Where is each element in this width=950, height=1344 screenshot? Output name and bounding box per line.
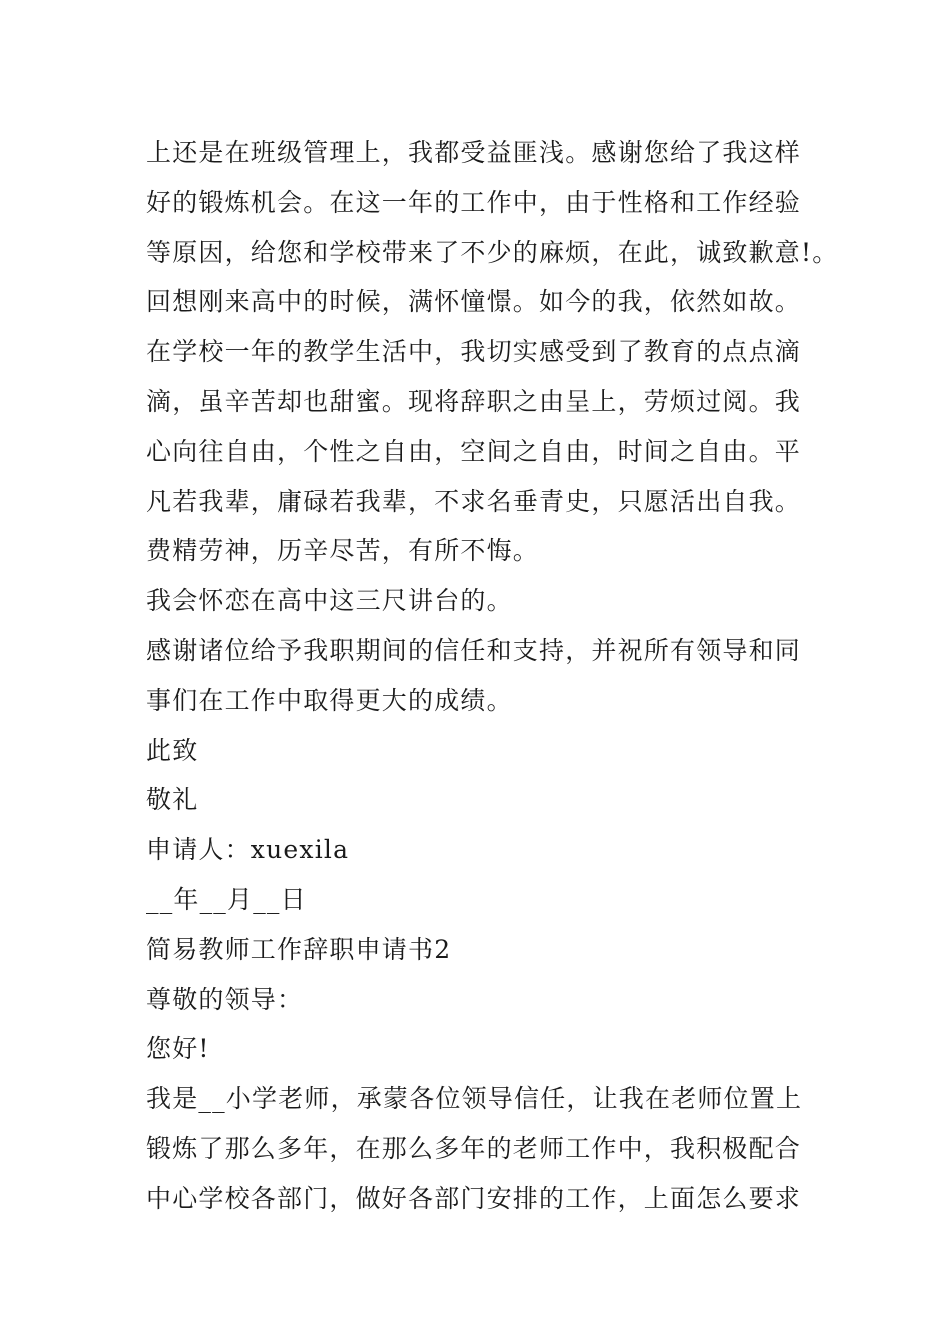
text-line: 上还是在班级管理上，我都受益匪浅。感谢您给了我这样: [146, 138, 802, 167]
text-line: 滴，虽辛苦却也甜蜜。现将辞职之由呈上，劳烦过阅。我: [146, 386, 802, 416]
section-title: 简易教师工作辞职申请书2: [146, 934, 452, 964]
text-line: 在学校一年的教学生活中，我切实感受到了教育的点点滴: [146, 337, 802, 367]
text-line: 好的锻炼机会。在这一年的工作中，由于性格和工作经验: [146, 187, 802, 217]
text-line: 我会怀恋在高中这三尺讲台的。: [146, 586, 513, 616]
text-line: 凡若我辈，庸碌若我辈，不求名垂青史，只愿活出自我。: [146, 486, 802, 516]
salutation-line: 敬礼: [146, 785, 199, 815]
greeting-line: 您好!: [146, 1034, 210, 1064]
closing-line: 此致: [146, 735, 199, 765]
greeting-line: 尊敬的领导：: [146, 984, 304, 1014]
text-line: 事们在工作中取得更大的成绩。: [146, 685, 513, 715]
document-body: [146, 128, 846, 1224]
text-line: 锻炼了那么多年，在那么多年的老师工作中，我积极配合: [146, 1133, 802, 1163]
text-line: 回想刚来高中的时候，满怀憧憬。如今的我，依然如故。: [146, 287, 802, 317]
applicant-line: 申请人：xuexila: [146, 835, 350, 865]
text-line: 心向往自由，个性之自由，空间之自由，时间之自由。平: [146, 436, 802, 466]
text-line: 费精劳神，历辛尽苦，有所不悔。: [146, 536, 540, 566]
text-line: 中心学校各部门，做好各部门安排的工作，上面怎么要求: [146, 1183, 802, 1213]
date-line: __年__月__日: [146, 884, 307, 914]
text-line: 感谢诸位给予我职期间的信任和支持，并祝所有领导和同: [146, 635, 802, 665]
text-line: 我是__小学老师，承蒙各位领导信任，让我在老师位置上: [146, 1084, 803, 1114]
text-line: 等原因，给您和学校带来了不少的麻烦，在此，诚致歉意!。: [146, 237, 839, 267]
